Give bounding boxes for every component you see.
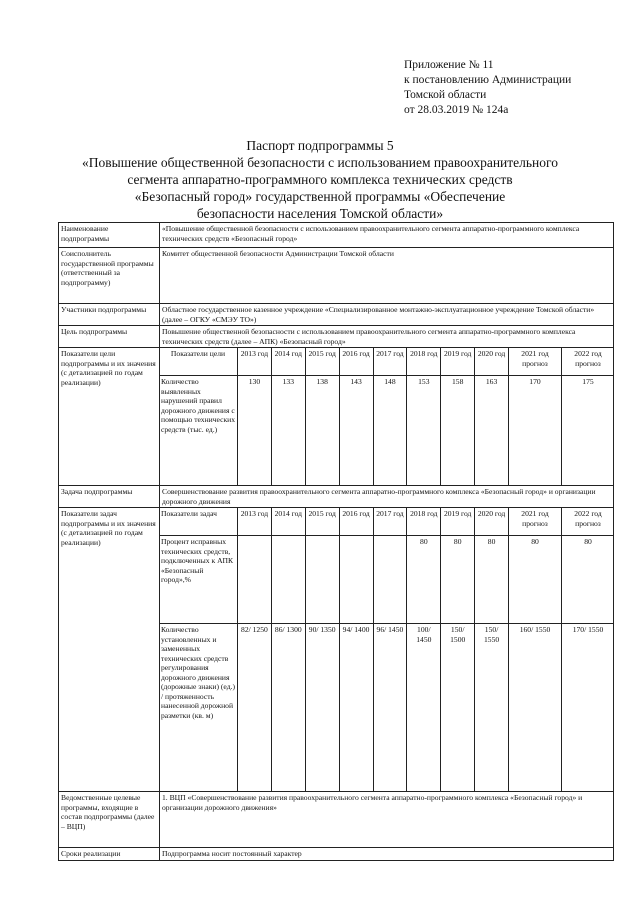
table-row — [59, 223, 614, 248]
table-row — [160, 376, 614, 486]
year-header: 2020 год — [475, 508, 509, 536]
indicator-value: 80 — [407, 536, 441, 624]
title-line: Паспорт подпрограммы 5 — [246, 138, 394, 153]
indicator-value: 94/ 1400 — [339, 624, 373, 792]
appendix-line: от 28.03.2019 № 124а — [404, 104, 509, 116]
year-header: 2022 год прогноз — [562, 508, 614, 536]
goal-indicators-table — [160, 348, 614, 486]
row-value: Комитет общественной безопасности Администрации Томской области — [160, 248, 614, 304]
appendix-line: к постановлению Администрации — [404, 74, 572, 86]
indicator-value: 80 — [509, 536, 562, 624]
table-row — [160, 624, 614, 792]
year-header: 2017 год — [373, 508, 407, 536]
indicator-value: 138 — [305, 376, 339, 486]
table-row — [59, 248, 614, 304]
table-row — [59, 508, 614, 792]
year-header: 2015 год — [305, 508, 339, 536]
title-line: сегмента аппаратно-программного комплекса технических средств — [127, 172, 513, 187]
row-value: «Повышение общественной безопасности с использованием правоохранительного сегмента аппаратно-программного комплекса технических средств «Безопасный город» — [160, 223, 614, 248]
year-header: 2014 год — [271, 348, 305, 376]
indicator-value: 90/ 1350 — [305, 624, 339, 792]
indicator-value: 150/ 1550 — [475, 624, 509, 792]
table-row — [59, 304, 614, 326]
row-value: 1. ВЦП «Совершенствование развития правоохранительного сегмента аппаратно-программного комплекса «Безопасный город» и организации дорожного движения» — [160, 792, 614, 848]
year-header: 2019 год — [441, 348, 475, 376]
indicator-value: 160/ 1550 — [509, 624, 562, 792]
indicator-value: 175 — [562, 376, 614, 486]
year-header: 2015 год — [305, 348, 339, 376]
indicator-value — [238, 536, 272, 624]
table-row — [59, 486, 614, 508]
table-row — [59, 792, 614, 848]
row-value: Повышение общественной безопасности с использованием правоохранительного сегмента аппаратно-программного комплекса технических средств (далее – АПК) «Безопасный город» — [160, 326, 614, 348]
row-value: Областное государственное казенное учреждение «Специализированное монтажно-эксплуатационное учреждение Томской области» (далее – ОГКУ «СМЭУ ТО») — [160, 304, 614, 326]
row-value: Подпрограмма носит постоянный характер — [160, 848, 614, 861]
table-row — [160, 508, 614, 536]
appendix-line: Томской области — [404, 89, 487, 101]
row-label: Задача подпрограммы — [59, 486, 160, 508]
year-header: 2016 год — [339, 508, 373, 536]
year-header: 2021 год прогноз — [509, 348, 562, 376]
row-label: Наименование подпрограммы — [59, 223, 160, 248]
indicator-name: Количество установленных и замененных технических средств регулирования дорожного движения (дорожные знаки) (ед.) / протяженность нанесенной дорожной разметки (кв. м) — [160, 624, 238, 792]
indicator-value: 148 — [373, 376, 407, 486]
indicator-header: Показатели задач — [160, 508, 238, 536]
indicator-value — [271, 536, 305, 624]
indicator-value: 158 — [441, 376, 475, 486]
indicator-value: 153 — [407, 376, 441, 486]
table-row — [59, 326, 614, 348]
title-line: «Безопасный город» государственной программы «Обеспечение — [134, 189, 506, 204]
row-label: Цель подпрограммы — [59, 326, 160, 348]
table-row — [160, 348, 614, 376]
indicator-value: 130 — [238, 376, 272, 486]
year-header: 2013 год — [238, 508, 272, 536]
indicator-value: 80 — [562, 536, 614, 624]
indicator-value — [373, 536, 407, 624]
indicator-value: 100/ 1450 — [407, 624, 441, 792]
table-row — [160, 536, 614, 624]
appendix-note — [404, 58, 571, 118]
year-header: 2020 год — [475, 348, 509, 376]
indicator-value: 163 — [475, 376, 509, 486]
table-row — [59, 348, 614, 486]
indicator-value: 82/ 1250 — [238, 624, 272, 792]
row-label: Показатели цели подпрограммы и их значения (с детализацией по годам реализации) — [59, 348, 160, 486]
row-value: Совершенствование развития правоохранительного сегмента аппаратно-программного комплекса «Безопасный город» и организации дорожного движения — [160, 486, 614, 508]
indicator-value: 96/ 1450 — [373, 624, 407, 792]
year-header: 2021 год прогноз — [509, 508, 562, 536]
year-header: 2018 год — [407, 348, 441, 376]
indicator-value: 80 — [475, 536, 509, 624]
indicator-name: Процент исправных технических средств, подключенных к АПК «Безопасный город»,% — [160, 536, 238, 624]
indicator-name: Количество выявленных нарушений правил дорожного движения с помощью технических средств (тыс. ед.) — [160, 376, 238, 486]
indicator-value: 80 — [441, 536, 475, 624]
row-label: Участники подпрограммы — [59, 304, 160, 326]
goal-indicators-cell — [160, 348, 614, 486]
year-header: 2018 год — [407, 508, 441, 536]
year-header: 2013 год — [238, 348, 272, 376]
indicator-value: 133 — [271, 376, 305, 486]
indicator-header: Показатели цели — [160, 348, 238, 376]
appendix-line: Приложение № 11 — [404, 59, 494, 71]
indicator-value: 150/ 1500 — [441, 624, 475, 792]
indicator-value: 170/ 1550 — [562, 624, 614, 792]
year-header: 2016 год — [339, 348, 373, 376]
year-header: 2022 год прогноз — [562, 348, 614, 376]
title-line: безопасности населения Томской области» — [196, 206, 444, 221]
indicator-value — [305, 536, 339, 624]
indicator-value: 86/ 1300 — [271, 624, 305, 792]
title-line: «Повышение общественной безопасности с использованием правоохранительного — [82, 155, 558, 170]
indicator-value: 143 — [339, 376, 373, 486]
row-label: Показатели задач подпрограммы и их значения (с детализацией по годам реализации) — [59, 508, 160, 792]
year-header: 2014 год — [271, 508, 305, 536]
row-label: Сроки реализации — [59, 848, 160, 861]
passport-table — [58, 222, 614, 861]
year-header: 2017 год — [373, 348, 407, 376]
table-row — [59, 848, 614, 861]
document-title — [60, 137, 580, 222]
year-header: 2019 год — [441, 508, 475, 536]
indicator-value: 170 — [509, 376, 562, 486]
indicator-value — [339, 536, 373, 624]
task-indicators-cell — [160, 508, 614, 792]
row-label: Соисполнитель государственной программы (ответственный за подпрограмму) — [59, 248, 160, 304]
row-label: Ведомственные целевые программы, входящие в состав подпрограммы (далее – ВЦП) — [59, 792, 160, 848]
task-indicators-table — [160, 508, 614, 792]
